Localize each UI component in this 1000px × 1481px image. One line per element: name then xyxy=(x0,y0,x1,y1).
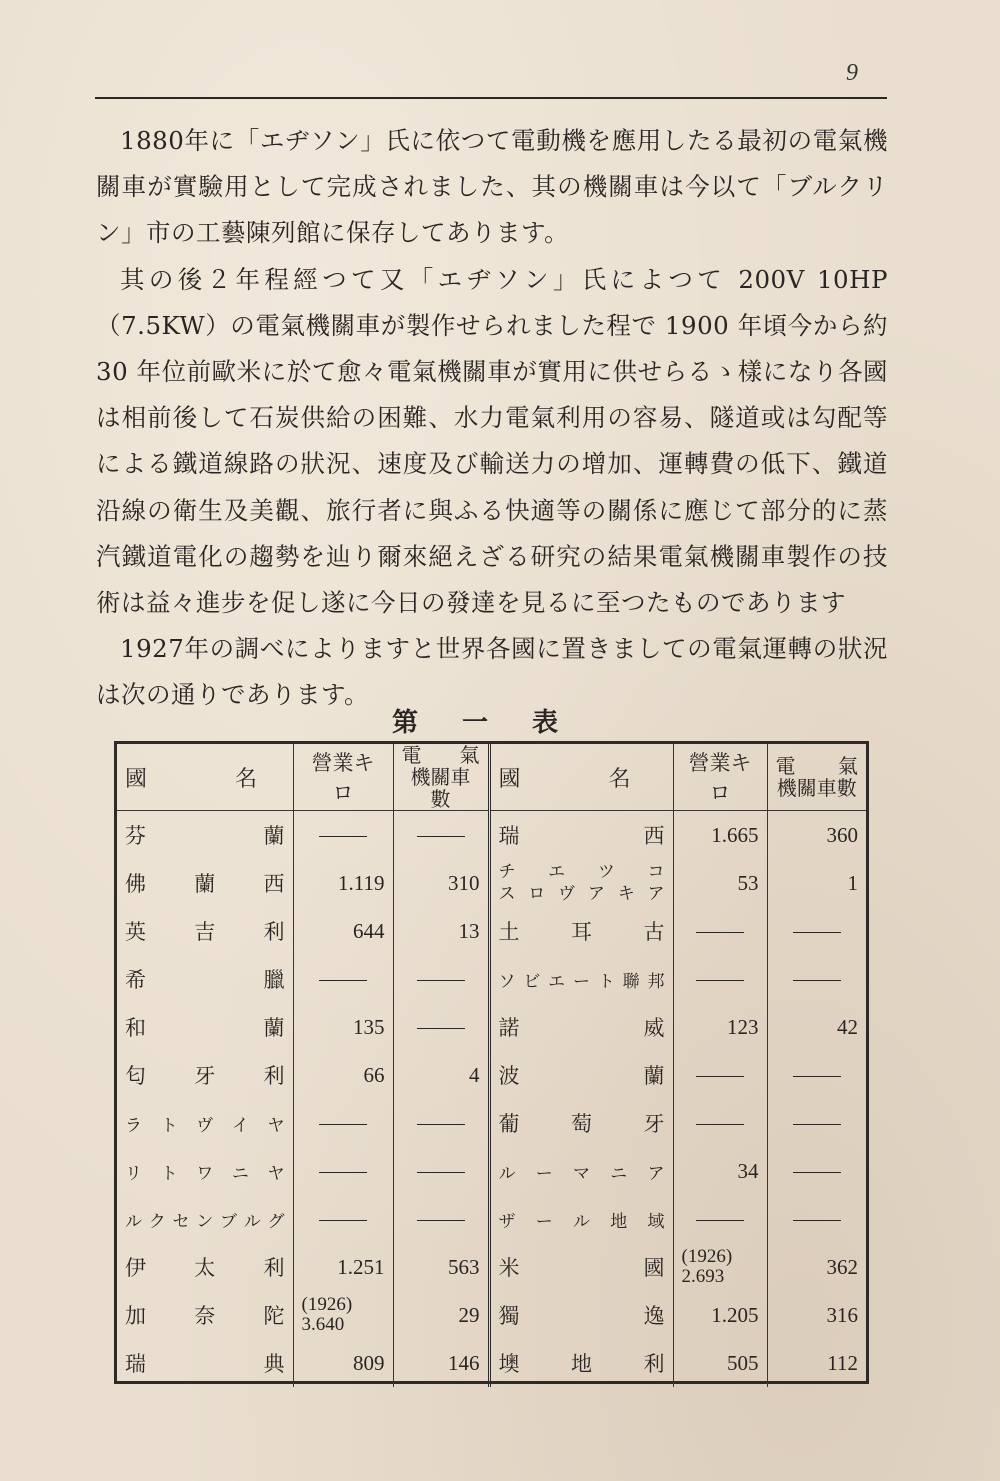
km-value xyxy=(673,1099,767,1147)
km-value xyxy=(673,907,767,955)
km-value: (1926) 3.640 xyxy=(293,1291,393,1339)
km-value: 66 xyxy=(293,1051,393,1099)
country-name: 英 吉 利 xyxy=(125,920,285,944)
km-value xyxy=(673,1051,767,1099)
table-row xyxy=(117,1195,866,1243)
country-name: 米 國 xyxy=(489,1243,673,1291)
km-value xyxy=(673,1195,767,1243)
page-number: 9 xyxy=(846,60,858,86)
country-name: 獨 逸 xyxy=(489,1291,673,1339)
locomotive-count: 362 xyxy=(767,1243,866,1291)
km-value: 809 xyxy=(293,1339,393,1387)
country-name: ル ー マ ニ ア xyxy=(489,1147,673,1195)
locomotive-count: 13 xyxy=(393,907,489,955)
locomotive-count: 310 xyxy=(393,859,489,907)
locomotive-count xyxy=(767,1051,866,1099)
table-row xyxy=(117,1147,866,1195)
country-name: ラ ト ヴ イ ヤ xyxy=(125,1115,285,1136)
country-name: ル ク セ ン ブ ル グ xyxy=(125,1211,285,1232)
table-row xyxy=(117,859,866,907)
table-row xyxy=(117,1099,866,1147)
table-row xyxy=(117,907,866,955)
locomotive-count: 146 xyxy=(393,1339,489,1387)
km-value xyxy=(293,1099,393,1147)
km-value xyxy=(293,1195,393,1243)
km-value: 1.119 xyxy=(293,859,393,907)
paragraph-3: 1927年の調べによりますと世界各國に置きましての電氣運轉の狀況は次の通りであります。 xyxy=(96,634,888,710)
table-row xyxy=(117,1291,866,1339)
locomotive-count xyxy=(767,1195,866,1243)
km-value: 123 xyxy=(673,1003,767,1051)
country-name: 土 耳 古 xyxy=(489,907,673,955)
country-name: 佛 蘭 西 xyxy=(125,872,285,896)
locomotive-count xyxy=(767,1147,866,1195)
km-value: 1.251 xyxy=(293,1243,393,1291)
km-value: 505 xyxy=(673,1339,767,1387)
country-name: 瑞 典 xyxy=(125,1352,285,1376)
locomotive-count xyxy=(393,1003,489,1051)
locomotive-count xyxy=(767,1099,866,1147)
locomotive-count xyxy=(393,811,489,860)
country-name: 芬 蘭 xyxy=(125,824,285,848)
body-text xyxy=(96,118,888,719)
km-value xyxy=(293,811,393,860)
table-row xyxy=(117,955,866,1003)
table-title: 第一表 xyxy=(392,708,603,738)
country-name: 希 臘 xyxy=(125,968,285,992)
locomotive-count: 360 xyxy=(767,811,866,860)
locomotive-count xyxy=(393,1147,489,1195)
table-row xyxy=(117,1051,866,1099)
data-table xyxy=(114,741,869,1384)
locomotive-count: 316 xyxy=(767,1291,866,1339)
table-row xyxy=(117,811,866,860)
country-name: 加 奈 陀 xyxy=(125,1304,285,1328)
table-header-row xyxy=(117,744,866,811)
country-name: 匂 牙 利 xyxy=(125,1064,285,1088)
paragraph-1: 1880年に「エヂソン」氏に依つて電動機を應用したる最初の電氣機關車が實驗用として完成されました、其の機關車は今以て「ブルクリン」市の工藝陳列館に保存してあります。 xyxy=(96,126,888,248)
paragraph-2: 其の後２年程經つて又「エヂソン」氏によつて 200V 10HP（7.5KW）の電氣機關車が製作せられました程で 1900 年頃今から約 30 年位前歐米に於て愈々電氣機關車が實用に供せらるゝ樣になり各國は相前後して石炭供給の困難、水力電氣利用の容易、隧道或は勾配等による鐵道線路の狀況、速度及び輸送力の增加、運轉費の低下、鐵道沿線の衛生及美觀、旅行者に與ふる快適等の關係に應じて部分的に蒸汽鐵道電化の趨勢を辿り爾來絕えざる研究の結果電氣機關車製作の技術は益々進步を促し遂に今日の發達を見るに至つたものであります xyxy=(96,264,888,618)
locomotive-count: 1 xyxy=(767,859,866,907)
header-rule xyxy=(95,97,887,99)
table-row xyxy=(117,1243,866,1291)
header-country: 國 名 xyxy=(117,744,293,811)
km-value xyxy=(293,1147,393,1195)
country-name: 墺 地 利 xyxy=(489,1339,673,1387)
locomotive-count xyxy=(393,1099,489,1147)
locomotive-count xyxy=(767,955,866,1003)
header-locomotives: 電 氣 機關車數 xyxy=(767,744,866,811)
km-value: 135 xyxy=(293,1003,393,1051)
country-name: 波 蘭 xyxy=(489,1051,673,1099)
km-value: 34 xyxy=(673,1147,767,1195)
country-name: チ エ ツ コ ス ロ ヴ ア キ ア xyxy=(489,859,673,907)
table-row xyxy=(117,1003,866,1051)
country-name: ソ ビ エ ー ト 聯 邦 xyxy=(489,955,673,1003)
table-row xyxy=(117,1339,866,1387)
header-country: 國 名 xyxy=(489,744,673,811)
km-value: 1.205 xyxy=(673,1291,767,1339)
country-name: 伊 太 利 xyxy=(125,1256,285,1280)
header-locomotives: 電 氣 機關車數 xyxy=(393,744,489,811)
locomotive-count: 29 xyxy=(393,1291,489,1339)
country-name: リ ト ワ ニ ヤ xyxy=(125,1163,285,1184)
km-value: 1.665 xyxy=(673,811,767,860)
locomotive-count: 4 xyxy=(393,1051,489,1099)
country-name: 諾 威 xyxy=(489,1003,673,1051)
locomotive-count xyxy=(767,907,866,955)
country-name: 葡 萄 牙 xyxy=(489,1099,673,1147)
km-value: 644 xyxy=(293,907,393,955)
locomotive-count: 112 xyxy=(767,1339,866,1387)
locomotive-count: 42 xyxy=(767,1003,866,1051)
country-name: 和 蘭 xyxy=(125,1016,285,1040)
country-name: ザ ー ル 地 域 xyxy=(489,1195,673,1243)
country-name: 瑞 西 xyxy=(489,811,673,860)
header-km: 營業キロ xyxy=(673,744,767,811)
km-value xyxy=(293,955,393,1003)
locomotive-count xyxy=(393,1195,489,1243)
km-value: (1926) 2.693 xyxy=(673,1243,767,1291)
km-value: 53 xyxy=(673,859,767,907)
km-value xyxy=(673,955,767,1003)
header-km: 營業キロ xyxy=(293,744,393,811)
locomotive-count xyxy=(393,955,489,1003)
locomotive-count: 563 xyxy=(393,1243,489,1291)
